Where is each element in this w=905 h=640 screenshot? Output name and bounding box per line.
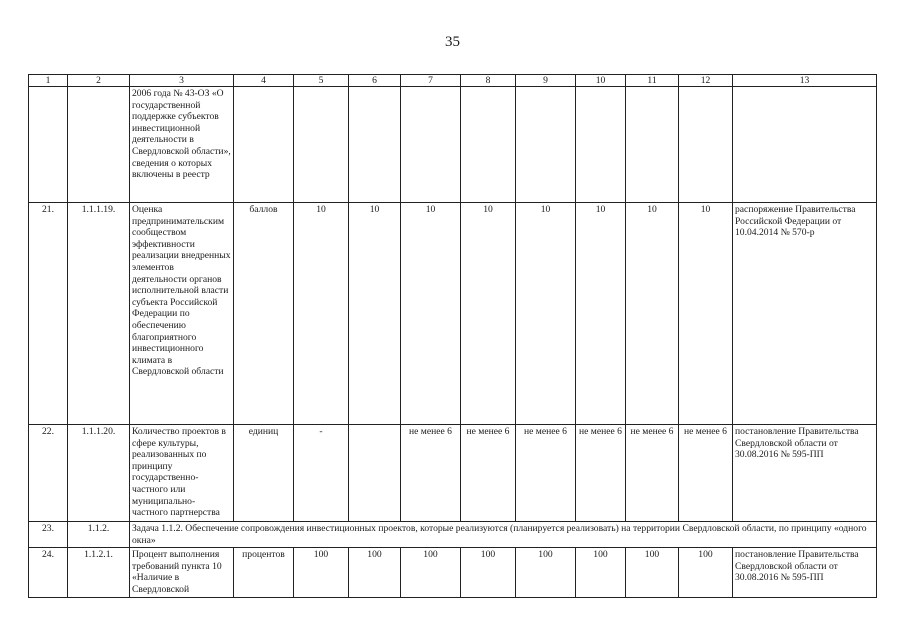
indicator-name: Количество проектов в сфере культуры, реализованных по принципу государственно-частного или муниципально-частного партнерства xyxy=(130,425,234,522)
value-cell: 10 xyxy=(401,203,461,425)
column-header: 12 xyxy=(679,75,733,87)
value-cell xyxy=(626,87,679,203)
table-row xyxy=(29,203,877,425)
value-cell xyxy=(679,87,733,203)
column-header: 11 xyxy=(626,75,679,87)
value-cell: 10 xyxy=(679,203,733,425)
value-cell: 100 xyxy=(516,548,576,598)
row-code: 1.1.1.19. xyxy=(68,203,130,425)
row-code xyxy=(68,87,130,203)
column-header: 13 xyxy=(733,75,877,87)
header-row xyxy=(29,75,877,87)
value-cell: 10 xyxy=(516,203,576,425)
value-cell: 10 xyxy=(349,203,401,425)
indicator-name: Процент выполнения требований пункта 10 «Наличие в Свердловской xyxy=(130,548,234,598)
value-cell: 100 xyxy=(461,548,516,598)
basis-cell: постановление Правительства Свердловской области от 30.08.2016 № 595-ПП xyxy=(733,548,877,598)
column-header: 6 xyxy=(349,75,401,87)
basis-cell xyxy=(733,87,877,203)
unit-cell: процентов xyxy=(234,548,294,598)
value-cell xyxy=(349,87,401,203)
row-number: 23. xyxy=(29,522,68,548)
column-header: 7 xyxy=(401,75,461,87)
column-header: 1 xyxy=(29,75,68,87)
value-cell: не менее 6 xyxy=(626,425,679,522)
column-header: 5 xyxy=(294,75,349,87)
value-cell: 100 xyxy=(679,548,733,598)
column-header: 3 xyxy=(130,75,234,87)
table-row xyxy=(29,87,877,203)
value-cell: 10 xyxy=(294,203,349,425)
value-cell: 10 xyxy=(576,203,626,425)
indicator-name: 2006 года № 43-ОЗ «О государственной поддержке субъектов инвестиционной деятельности в Свердловской области», сведения о которых включены в реестр xyxy=(130,87,234,203)
row-number: 22. xyxy=(29,425,68,522)
row-code: 1.1.2. xyxy=(68,522,130,548)
unit-cell xyxy=(234,87,294,203)
unit-cell: баллов xyxy=(234,203,294,425)
basis-cell: распоряжение Правительства Российской Федерации от 10.04.2014 № 570-р xyxy=(733,203,877,425)
value-cell: 100 xyxy=(349,548,401,598)
value-cell: не менее 6 xyxy=(576,425,626,522)
value-cell: не менее 6 xyxy=(516,425,576,522)
unit-cell: единиц xyxy=(234,425,294,522)
task-description: Задача 1.1.2. Обеспечение сопровождения инвестиционных проектов, которые реализуются (планируется реализовать) на территории Свердловской области, по принципу «одного окна» xyxy=(130,522,877,548)
row-number xyxy=(29,87,68,203)
column-header: 2 xyxy=(68,75,130,87)
row-code: 1.1.2.1. xyxy=(68,548,130,598)
column-header: 9 xyxy=(516,75,576,87)
row-code: 1.1.1.20. xyxy=(68,425,130,522)
row-number: 24. xyxy=(29,548,68,598)
row-number: 21. xyxy=(29,203,68,425)
value-cell: 100 xyxy=(626,548,679,598)
column-header: 4 xyxy=(234,75,294,87)
value-cell: 10 xyxy=(626,203,679,425)
indicators-table xyxy=(28,74,877,598)
value-cell xyxy=(349,425,401,522)
value-cell xyxy=(401,87,461,203)
indicator-name: Оценка предпринимательским сообществом эффективности реализации внедренных элементов деятельности органов исполнительной власти субъекта Российской Федерации по обеспечению благоприятного инвестиционного климата в Свердловской области xyxy=(130,203,234,425)
value-cell xyxy=(516,87,576,203)
value-cell: не менее 6 xyxy=(401,425,461,522)
value-cell xyxy=(461,87,516,203)
table-row xyxy=(29,425,877,522)
column-header: 10 xyxy=(576,75,626,87)
value-cell xyxy=(294,87,349,203)
value-cell: не менее 6 xyxy=(679,425,733,522)
value-cell: 100 xyxy=(294,548,349,598)
value-cell: 10 xyxy=(461,203,516,425)
value-cell: 100 xyxy=(401,548,461,598)
value-cell: не менее 6 xyxy=(461,425,516,522)
page-number: 35 xyxy=(445,34,460,50)
column-header: 8 xyxy=(461,75,516,87)
basis-cell: постановление Правительства Свердловской области от 30.08.2016 № 595-ПП xyxy=(733,425,877,522)
value-cell: 100 xyxy=(576,548,626,598)
value-cell: - xyxy=(294,425,349,522)
task-row xyxy=(29,522,877,548)
table-row xyxy=(29,548,877,598)
value-cell xyxy=(576,87,626,203)
